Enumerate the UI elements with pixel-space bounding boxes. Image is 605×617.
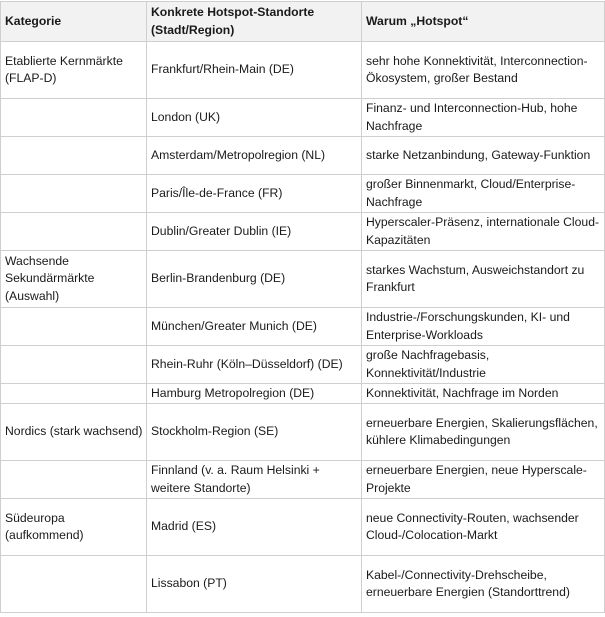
category-cell xyxy=(1,137,147,175)
table-header-row xyxy=(1,2,605,42)
location-cell: Stockholm-Region (SE) xyxy=(147,404,362,461)
table-row xyxy=(1,461,605,499)
location-cell: Hamburg Metropolregion (DE) xyxy=(147,384,362,404)
reason-cell: Industrie-/Forschungskunden, KI- und Enterprise-Workloads xyxy=(362,308,605,346)
location-cell: Madrid (ES) xyxy=(147,499,362,556)
table-row xyxy=(1,308,605,346)
table-row xyxy=(1,175,605,213)
table-row xyxy=(1,556,605,613)
reason-cell: sehr hohe Konnektivität, Interconnection-Ökosystem, großer Bestand xyxy=(362,42,605,99)
table-row xyxy=(1,251,605,308)
reason-cell: Hyperscaler-Präsenz, internationale Cloud-Kapazitäten xyxy=(362,213,605,251)
table-row xyxy=(1,346,605,384)
location-cell: Frankfurt/Rhein-Main (DE) xyxy=(147,42,362,99)
location-cell: Paris/Île-de-France (FR) xyxy=(147,175,362,213)
table-row xyxy=(1,404,605,461)
hotspot-table xyxy=(0,1,605,613)
category-cell: Südeuropa (aufkommend) xyxy=(1,499,147,556)
header-warum: Warum „Hotspot“ xyxy=(362,2,605,42)
location-cell: Berlin-Brandenburg (DE) xyxy=(147,251,362,308)
category-cell xyxy=(1,213,147,251)
category-cell xyxy=(1,346,147,384)
location-cell: Lissabon (PT) xyxy=(147,556,362,613)
location-cell: Amsterdam/Metropolregion (NL) xyxy=(147,137,362,175)
reason-cell: erneuerbare Energien, neue Hyperscale-Projekte xyxy=(362,461,605,499)
category-cell xyxy=(1,175,147,213)
category-cell: Etablierte Kernmärkte (FLAP-D) xyxy=(1,42,147,99)
reason-cell: erneuerbare Energien, Skalierungsflächen, kühlere Klimabedingungen xyxy=(362,404,605,461)
reason-cell: große Nachfragebasis, Konnektivität/Industrie xyxy=(362,346,605,384)
location-cell: München/Greater Munich (DE) xyxy=(147,308,362,346)
table-row xyxy=(1,213,605,251)
category-cell xyxy=(1,99,147,137)
reason-cell: Kabel-/Connectivity-Drehscheibe, erneuerbare Energien (Standorttrend) xyxy=(362,556,605,613)
table-row xyxy=(1,384,605,404)
category-cell xyxy=(1,308,147,346)
location-cell: Dublin/Greater Dublin (IE) xyxy=(147,213,362,251)
reason-cell: Konnektivität, Nachfrage im Norden xyxy=(362,384,605,404)
table-row xyxy=(1,137,605,175)
reason-cell: starke Netzanbindung, Gateway-Funktion xyxy=(362,137,605,175)
header-kategorie: Kategorie xyxy=(1,2,147,42)
category-cell: Nordics (stark wachsend) xyxy=(1,404,147,461)
header-standorte: Konkrete Hotspot-Standorte (Stadt/Region) xyxy=(147,2,362,42)
reason-cell: Finanz- und Interconnection-Hub, hohe Nachfrage xyxy=(362,99,605,137)
category-cell xyxy=(1,384,147,404)
location-cell: Rhein-Ruhr (Köln–Düsseldorf) (DE) xyxy=(147,346,362,384)
category-cell xyxy=(1,556,147,613)
table-row xyxy=(1,99,605,137)
reason-cell: neue Connectivity-Routen, wachsender Cloud-/Colocation-Markt xyxy=(362,499,605,556)
reason-cell: starkes Wachstum, Ausweichstandort zu Frankfurt xyxy=(362,251,605,308)
category-cell xyxy=(1,461,147,499)
category-cell: Wachsende Sekundärmärkte (Auswahl) xyxy=(1,251,147,308)
table-row xyxy=(1,42,605,99)
location-cell: London (UK) xyxy=(147,99,362,137)
location-cell: Finnland (v. a. Raum Helsinki + weitere Standorte) xyxy=(147,461,362,499)
reason-cell: großer Binnenmarkt, Cloud/Enterprise-Nachfrage xyxy=(362,175,605,213)
table-row xyxy=(1,499,605,556)
